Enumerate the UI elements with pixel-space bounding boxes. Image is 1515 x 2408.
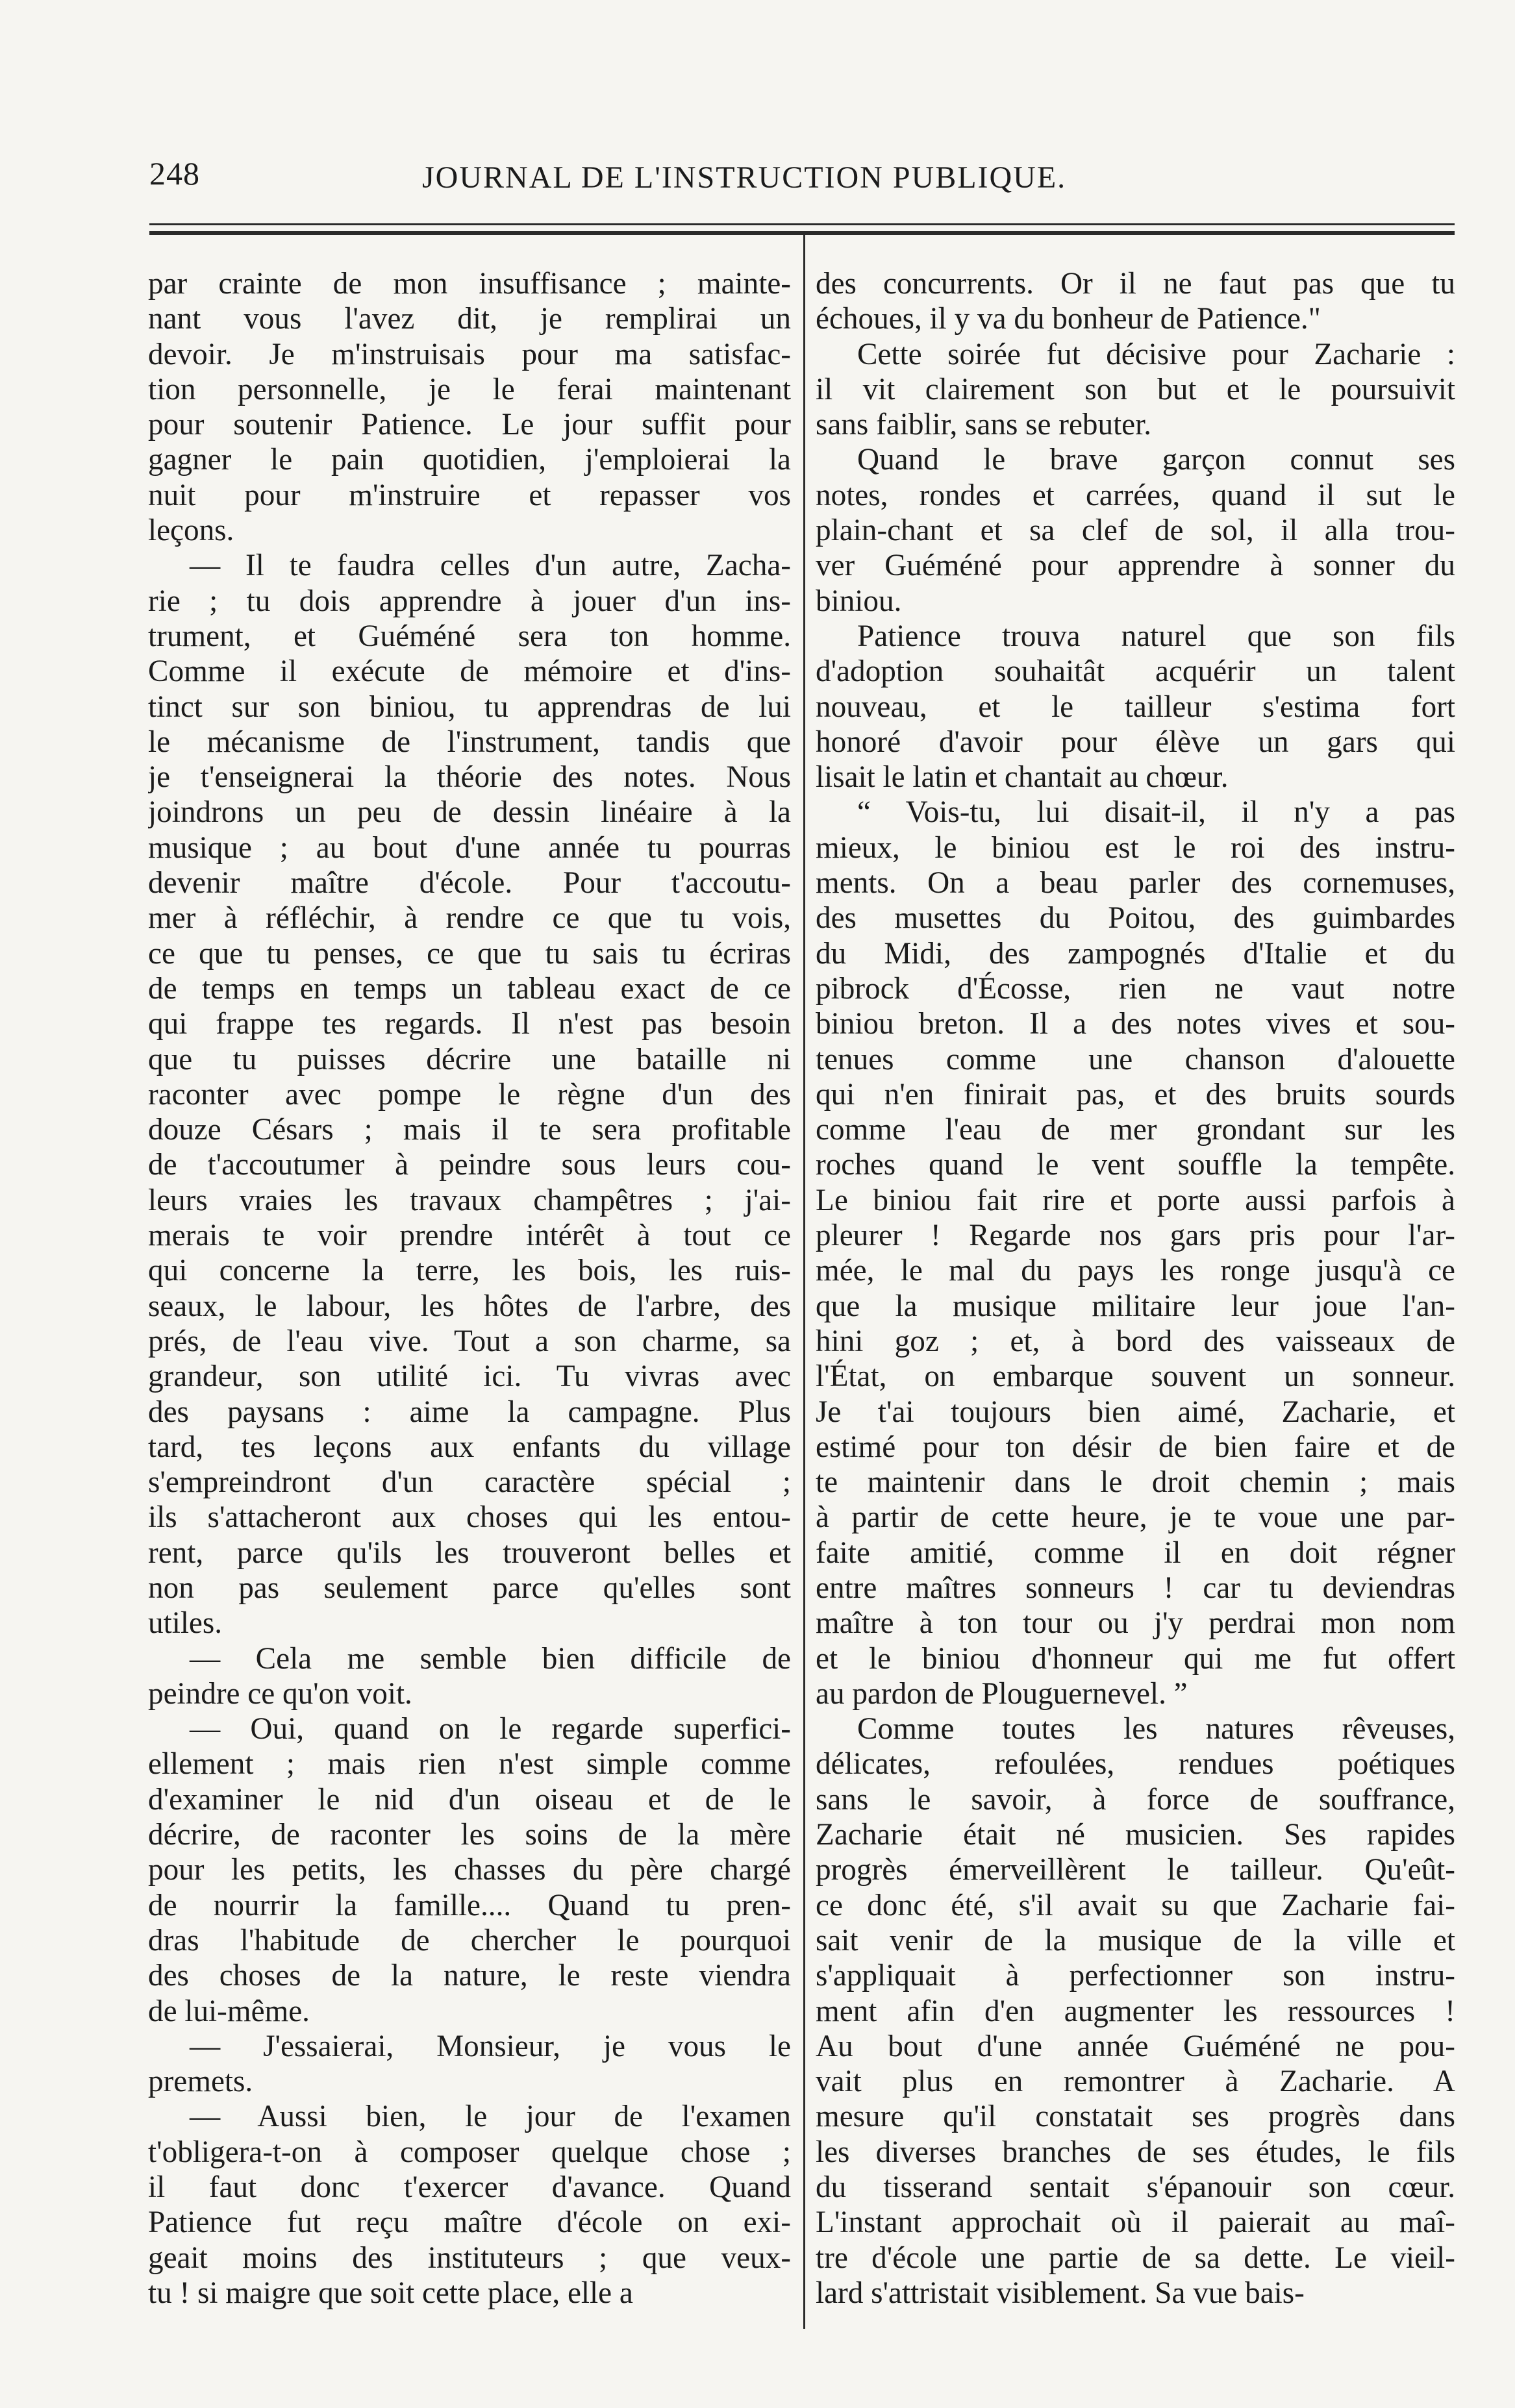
text-line: ce que tu penses, ce que tu sais tu écriras [148,936,791,971]
text-line: mesure qu'il constatait ses progrès dans [816,2100,1455,2134]
text-line: tenues comme une chanson d'alouette [816,1042,1455,1076]
paragraph [816,266,1455,337]
header-rule-thin [149,223,1455,225]
text-line: d'examiner le nid d'un oiseau et de le [148,1782,791,1817]
text-line: — Cela me semble bien difficile de [190,1641,791,1676]
text-line: ments. On a beau parler des cornemuses, [816,866,1455,900]
text-line: — Oui, quand on le regarde superfici- [190,1712,791,1746]
text-line: roches quand le vent souffle la tempête. [816,1148,1455,1182]
text-line: devenir maître d'école. Pour t'accoutu- [148,866,791,900]
text-line: notes, rondes et carrées, quand il sut le [816,478,1455,512]
text-line: comme l'eau de mer grondant sur les [816,1113,1455,1147]
text-line: rent, parce qu'ils les trouveront belles et [148,1535,791,1570]
text-line: du tisserand sentait s'épanouir son cœur. [816,2170,1455,2205]
text-line: d'adoption souhaitât acquérir un talent [816,654,1455,689]
text-line: il vit clairement son but et le poursuivit [816,372,1455,406]
right-column [816,266,1455,2324]
text-line: Zacharie était né musicien. Ses rapides [816,1818,1455,1852]
text-line: t'obligera-t-on à composer quelque chose ; [148,2135,791,2169]
text-line: plain-chant et sa clef de sol, il alla trou- [816,514,1455,548]
text-line: progrès émerveillèrent le tailleur. Qu'eût- [816,1853,1455,1887]
page-header [149,155,1442,206]
text-line: par crainte de mon insuffisance ; mainte- [148,267,791,301]
text-line: honoré d'avoir pour élève un gars qui [816,725,1455,759]
text-line: — Aussi bien, le jour de l'examen [190,2100,791,2134]
text-line: mer à réfléchir, à rendre ce que tu vois, [148,901,791,936]
page-number: 248 [149,155,200,192]
paragraph [816,337,1455,443]
text-line: dras l'habitude de chercher le pourquoi [148,1923,791,1957]
text-line: premets. [148,2065,253,2099]
paragraph [148,2099,791,2311]
text-line: tion personnelle, je le ferai maintenant [148,372,791,406]
text-line: s'appliquait à perfectionner son instru- [816,1959,1455,1993]
text-line: sans le savoir, à force de souffrance, [816,1782,1455,1817]
text-line: de lui-même. [148,1994,310,2028]
paragraph [148,2029,791,2100]
text-line: qui concerne la terre, les bois, les ruis- [148,1254,791,1288]
text-line: Comme il exécute de mémoire et d'ins- [148,654,791,689]
text-line: tre d'école une partie de sa dette. Le vieil- [816,2240,1455,2275]
text-line: il faut donc t'exercer d'avance. Quand [148,2170,791,2205]
text-line: je t'enseignerai la théorie des notes. Nous [148,760,791,795]
text-line: te maintenir dans le droit chemin ; mais [816,1465,1455,1500]
text-line: sait venir de la musique de la ville et [816,1923,1455,1957]
text-line: seaux, le labour, les hôtes de l'arbre, des [148,1289,791,1323]
text-line: ellement ; mais rien n'est simple comme [148,1747,791,1781]
text-line: de t'accoutumer à peindre sous leurs cou- [148,1148,791,1182]
text-line: qui frappe tes regards. Il n'est pas besoin [148,1007,791,1041]
text-line: faite amitié, comme il en doit régner [816,1535,1455,1570]
text-line: lisait le latin et chantait au chœur. [816,760,1229,795]
text-line: ce donc été, s'il avait su que Zacharie fai- [816,1888,1455,1922]
text-line: trument, et Guéméné sera ton homme. [148,619,791,653]
text-line: entre maîtres sonneurs ! car tu deviendras [816,1570,1455,1605]
text-line: pleurer ! Regarde nos gars pris pour l'ar- [816,1219,1455,1253]
text-line: pour les petits, les chasses du père chargé [148,1853,791,1887]
text-line: biniou. [816,584,902,618]
text-line: devoir. Je m'instruisais pour ma satisfac- [148,337,791,371]
text-line: tinct sur son biniou, tu apprendras de lui [148,689,791,724]
paragraph [148,1711,791,2029]
paragraph [816,619,1455,795]
text-line: musique ; au bout d'une année tu pourras [148,830,791,865]
text-line: “ Vois-tu, lui disait-il, il n'y a pas [857,795,1455,830]
paragraph [816,1711,1455,2311]
text-line: prés, de l'eau vive. Tout a son charme, sa [148,1324,791,1358]
text-line: non pas seulement parce qu'elles sont [148,1570,791,1605]
text-line: joindrons un peu de dessin linéaire à la [148,795,791,830]
text-line: que la musique militaire leur joue l'an- [816,1289,1455,1323]
text-line: peindre ce qu'on voit. [148,1676,412,1711]
text-line: Comme toutes les natures rêveuses, [857,1712,1455,1746]
text-line: lard s'attristait visiblement. Sa vue bais- [816,2276,1305,2310]
text-line: Le biniou fait rire et porte aussi parfois à [816,1183,1455,1217]
text-line: L'instant approchait où il paierait au maî- [816,2205,1455,2240]
text-line: des concurrents. Or il ne faut pas que tu [816,267,1455,301]
paragraph [148,1641,791,1712]
running-title: JOURNAL DE L'INSTRUCTION PUBLIQUE. [422,160,1067,195]
text-line: s'empreindront d'un caractère spécial ; [148,1465,791,1500]
text-line: mée, le mal du pays les ronge jusqu'à ce [816,1254,1455,1288]
text-line: pibrock d'Écosse, rien ne vaut notre [816,971,1455,1006]
text-line: décrire, de raconter les soins de la mère [148,1818,791,1852]
text-line: et le biniou d'honneur qui me fut offert [816,1641,1455,1676]
text-line: pour soutenir Patience. Le jour suffit pour [148,408,791,442]
text-line: tard, tes leçons aux enfants du village [148,1430,791,1464]
text-line: des musettes du Poitou, des guimbardes [816,901,1455,936]
text-line: des choses de la nature, le reste viendra [148,1959,791,1993]
text-line: délicates, refoulées, rendues poétiques [816,1747,1455,1781]
text-line: maître à ton tour ou j'y perdrai mon nom [816,1606,1455,1641]
text-line: gagner le pain quotidien, j'emploierai la [148,443,791,477]
paragraph [816,442,1455,618]
text-line: ils s'attacheront aux choses qui les entou- [148,1500,791,1535]
text-line: Au bout d'une année Guéméné ne pou- [816,2029,1455,2063]
text-line: les diverses branches de ses études, le fils [816,2135,1455,2169]
text-line: vait plus en remontrer à Zacharie. A [816,2065,1455,2099]
text-line: le mécanisme de l'instrument, tandis que [148,725,791,759]
text-line: sans faiblir, sans se rebuter. [816,408,1152,442]
text-line: Patience trouva naturel que son fils [857,619,1455,653]
text-line: merais te voir prendre intérêt à tout ce [148,1219,791,1253]
text-line: — Il te faudra celles d'un autre, Zacha- [190,549,791,583]
text-line: ver Guéméné pour apprendre à sonner du [816,549,1455,583]
text-line: douze Césars ; mais il te sera profitable [148,1113,791,1147]
text-line: du Midi, des zampognés d'Italie et du [816,936,1455,971]
text-line: grandeur, son utilité ici. Tu vivras avec [148,1359,791,1394]
text-line: des paysans : aime la campagne. Plus [148,1395,791,1429]
text-line: que tu puisses décrire une bataille ni [148,1042,791,1076]
text-line: Cette soirée fut décisive pour Zacharie : [857,337,1455,371]
text-line: Patience fut reçu maître d'école on exi- [148,2205,791,2240]
text-line: — J'essaierai, Monsieur, je vous le [190,2029,791,2063]
text-line: nant vous l'avez dit, je remplirai un [148,302,791,336]
text-line: raconter avec pompe le règne d'un des [148,1077,791,1111]
header-rule-thick [149,231,1455,235]
text-line: mieux, le biniou est le roi des instru- [816,830,1455,865]
text-line: geait moins des instituteurs ; que veux- [148,2240,791,2275]
text-line: biniou breton. Il a des notes vives et sou- [816,1007,1455,1041]
text-line: échoues, il y va du bonheur de Patience." [816,302,1321,336]
paragraph [148,548,791,1641]
text-line: l'État, on embarque souvent un sonneur. [816,1359,1455,1394]
text-line: leurs vraies les travaux champêtres ; j'ai- [148,1183,791,1217]
column-divider [803,235,805,2329]
text-line: estimé pour ton désir de bien faire et de [816,1430,1455,1464]
paragraph [816,795,1455,1711]
text-line: hini goz ; et, à bord des vaisseaux de [816,1324,1455,1358]
text-line: nuit pour m'instruire et repasser vos [148,478,791,512]
text-line: Quand le brave garçon connut ses [857,443,1455,477]
text-line: leçons. [148,514,234,548]
left-column [148,266,791,2324]
text-line: de temps en temps un tableau exact de ce [148,971,791,1006]
text-line: de nourrir la famille.... Quand tu pren- [148,1888,791,1922]
text-line: au pardon de Plouguernevel. ” [816,1676,1188,1711]
text-line: qui n'en finirait pas, et des bruits sourds [816,1077,1455,1111]
text-line: nouveau, et le tailleur s'estima fort [816,689,1455,724]
paragraph [148,266,791,548]
text-line: utiles. [148,1606,223,1641]
text-line: ment afin d'en augmenter les ressources ! [816,1994,1455,2028]
text-line: tu ! si maigre que soit cette place, elle a [148,2276,633,2310]
text-line: à partir de cette heure, je te voue une par- [816,1500,1455,1535]
text-line: rie ; tu dois apprendre à jouer d'un ins- [148,584,791,618]
text-line: Je t'ai toujours bien aimé, Zacharie, et [816,1395,1455,1429]
